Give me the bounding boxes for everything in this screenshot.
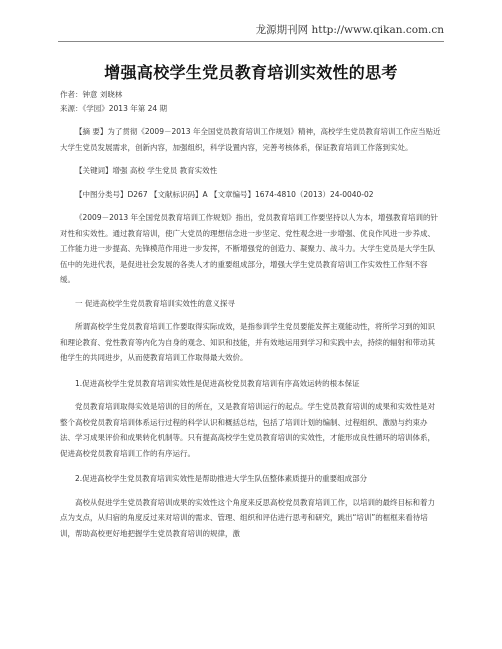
abstract-text: 为了贯彻《2009－2013 年全国党员教育培训工作规划》精神，高校学生党员教育培训工作应当贴近大学生党员发展需求，创新内容，加强组织，科学设置内容，完善考核体系，保证教育培训工作落到实处。 xyxy=(60,127,441,152)
section-heading-1: 一 促进高校学生党员教育培训实效性的意义探寻 xyxy=(75,298,235,308)
abstract xyxy=(60,124,442,155)
article-authors: 作者：钟意 刘晓林 xyxy=(60,90,123,99)
paragraph-reflection: 高校从促进学生党员教育培训成果的实效性这个角度来反思高校党员教育培训工作，以培训的最终目标和着力点为支点，从归宿的角度反过来对培训的需求、管理、组织和评估进行思考和研究，跳出“培训”的框框来看待培训，帮助高校更好地把握学生党员教育培训的规律，激 xyxy=(60,497,435,538)
article-title: 增强高校学生党员教育培训实效性的思考 xyxy=(104,63,398,82)
subsection-heading-2: 2.促进高校学生党员教育培训实效性是帮助推进大学生队伍整体素质提升的重要组成部分 xyxy=(75,474,368,483)
classification-line: 【中图分类号】D267 【文献标识码】A 【文章编号】1674-4810（2013）24-0040-02 xyxy=(75,189,374,199)
keywords-text: 增强 高校 学生党员 教育实效性 xyxy=(112,166,218,175)
paragraph-guarantee: 党员教育培训取得实效是培训的目的所在，又是教育培训运行的起点。学生党员教育培训的成果和实效性是对整个高校党员教育培训体系运行过程的科学认识和概括总结，包括了培训计划的编制、过程组织、激励与约束办法、学习成果评价和成果转化机制等。只有提高高校学生党员教育培训的实效性，才能形成良性循环的培训体系，促进高校党员教育培训工作的有序运行。 xyxy=(60,402,435,458)
article-body xyxy=(60,124,442,541)
subsection-heading-1: 1.促进高校学生党员教育培训实效性是促进高校党员教育培训有序高效运转的根本保证 xyxy=(75,378,360,388)
article-source: 来源：《学园》2013 年第 24 期 xyxy=(60,104,168,113)
keywords xyxy=(60,163,442,179)
keywords-label: 【关键词】 xyxy=(75,166,113,175)
abstract-label: 【摘 要】 xyxy=(75,127,108,136)
paragraph-intro: 《2009－2013 年全国党员教育培训工作规划》指出，党员教育培训工作要坚持以人为本，增强教育培训的针对性和实效性。通过教育培训，使广大党员的理想信念进一步坚定、党性观念进一步增强、优良作风进一步养成、工作能力进一步提高、先锋模范作用进一步发挥，不断增强党的创造力、凝聚力、战斗力。大学生党员是大学生队伍中的先进代表，是促进社会发展的各类人才的重要组成部分，增强大学生党员教育培训工作实效性工作刻不容缓。 xyxy=(60,213,439,284)
paragraph-meaning: 所谓高校学生党员教育培训工作要取得实际成效，是指参训学生党员要能发挥主观能动性，将所学习到的知识和理论教育、党性教育等内化为自身的观念、知识和技能，并有效地运用到学习和实践中去，持续的辐射和带动其他学生的共同进步，从而使教育培训工作取得最大效价。 xyxy=(60,322,435,362)
journal-site-header: 龙源期刊网 http://www.qikan.com.cn xyxy=(255,24,444,36)
header-divider xyxy=(58,41,444,42)
